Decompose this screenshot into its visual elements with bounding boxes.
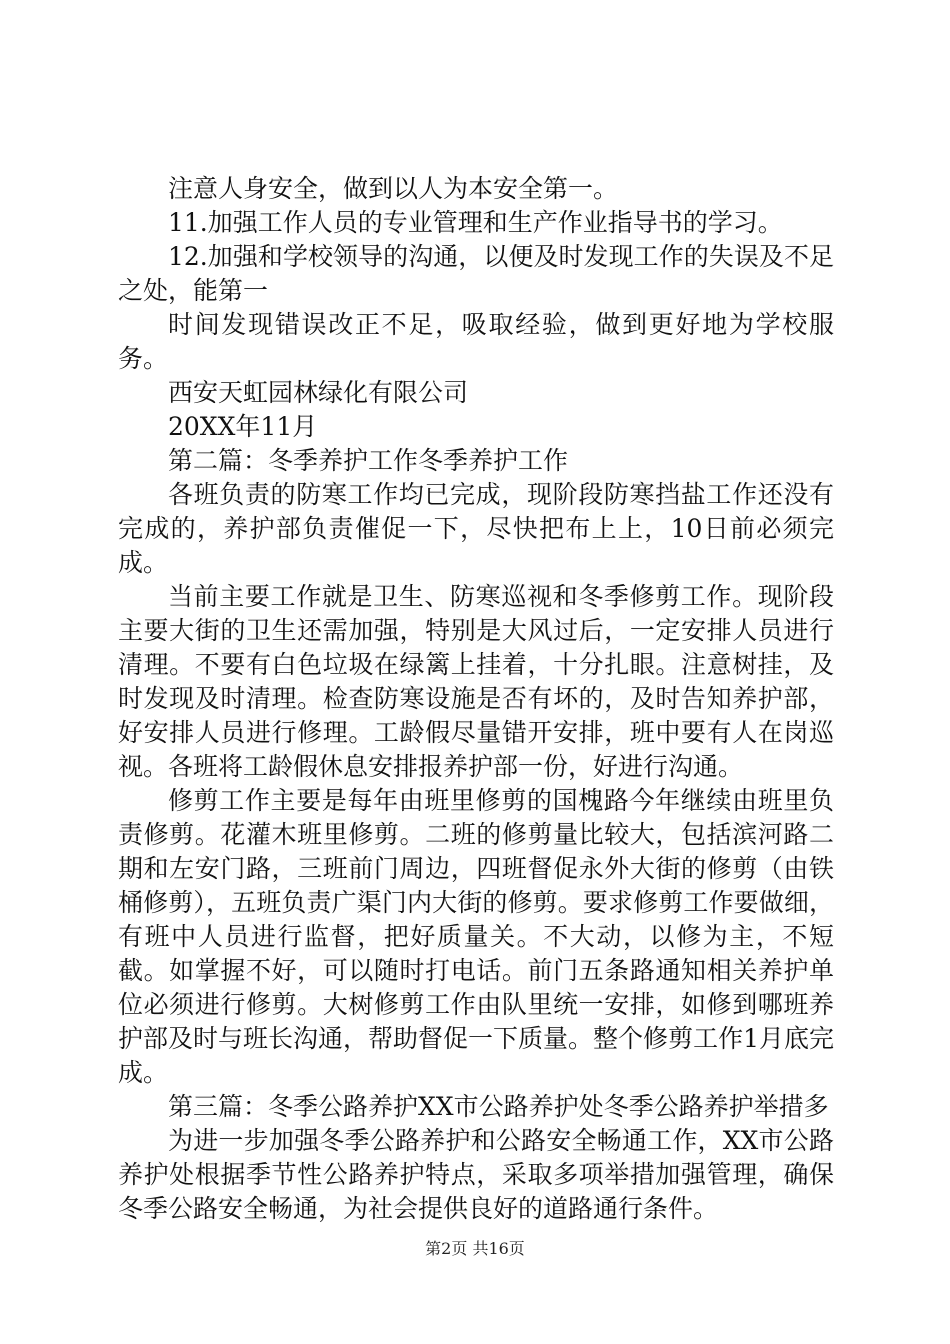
section-heading-3: 第三篇：冬季公路养护XX市公路养护处冬季公路养护举措多 xyxy=(168,1092,829,1121)
paragraph-item-12-continued: 时间发现错误改正不足，吸取经验，做到更好地为学校服务。 xyxy=(118,310,834,373)
paragraph-item-11: 11.加强工作人员的专业管理和生产作业指导书的学习。 xyxy=(168,208,783,237)
paragraph-current-work: 当前主要工作就是卫生、防寒巡视和冬季修剪工作。现阶段主要大街的卫生还需加强，特别是大风过后，一定安排人员进行清理。不要有白色垃圾在绿篱上挂着，十分扎眼。注意树挂，及时发现及时清理。检查防寒设施是否有坏的，及时告知养护部，好安排人员进行修理。工龄假尽量错开安排，班中要有人在岗巡视。各班将工龄假休息安排报养护部一份，好进行沟通。 xyxy=(118,582,834,781)
paragraph-road-maintenance: 为进一步加强冬季公路养护和公路安全畅通工作，XX市公路养护处根据季节性公路养护特点，采取多项举措加强管理，确保冬季公路安全畅通，为社会提供良好的道路通行条件。 xyxy=(118,1126,834,1223)
company-signature: 西安天虹园林绿化有限公司 xyxy=(168,378,469,407)
paragraph-safety-note: 注意人身安全，做到以人为本安全第一。 xyxy=(168,174,619,203)
page-number-footer: 第2页 共16页 xyxy=(425,1239,525,1258)
paragraph-item-12: 12.加强和学校领导的沟通，以便及时发现工作的失误及不足之处，能第一 xyxy=(118,242,834,305)
document-body xyxy=(118,172,834,1226)
section-heading-2: 第二篇：冬季养护工作冬季养护工作 xyxy=(168,446,569,475)
paragraph-cold-protection: 各班负责的防寒工作均已完成，现阶段防寒挡盐工作还没有完成的，养护部负责催促一下，尽快把布上上，10日前必须完成。 xyxy=(118,480,834,577)
paragraph-pruning-work: 修剪工作主要是每年由班里修剪的国槐路今年继续由班里负责修剪。花灌木班里修剪。二班的修剪量比较大，包括滨河路二期和左安门路，三班前门周边，四班督促永外大街的修剪（由铁桶修剪），五班负责广渠门内大街的修剪。要求修剪工作要做细，有班中人员进行监督，把好质量关。不大动，以修为主，不短截。如掌握不好，可以随时打电话。前门五条路通知相关养护单位必须进行修剪。大树修剪工作由队里统一安排，如修到哪班养护部及时与班长沟通，帮助督促一下质量。整个修剪工作1月底完成。 xyxy=(118,786,834,1087)
signature-date: 20XX年11月 xyxy=(168,412,318,441)
